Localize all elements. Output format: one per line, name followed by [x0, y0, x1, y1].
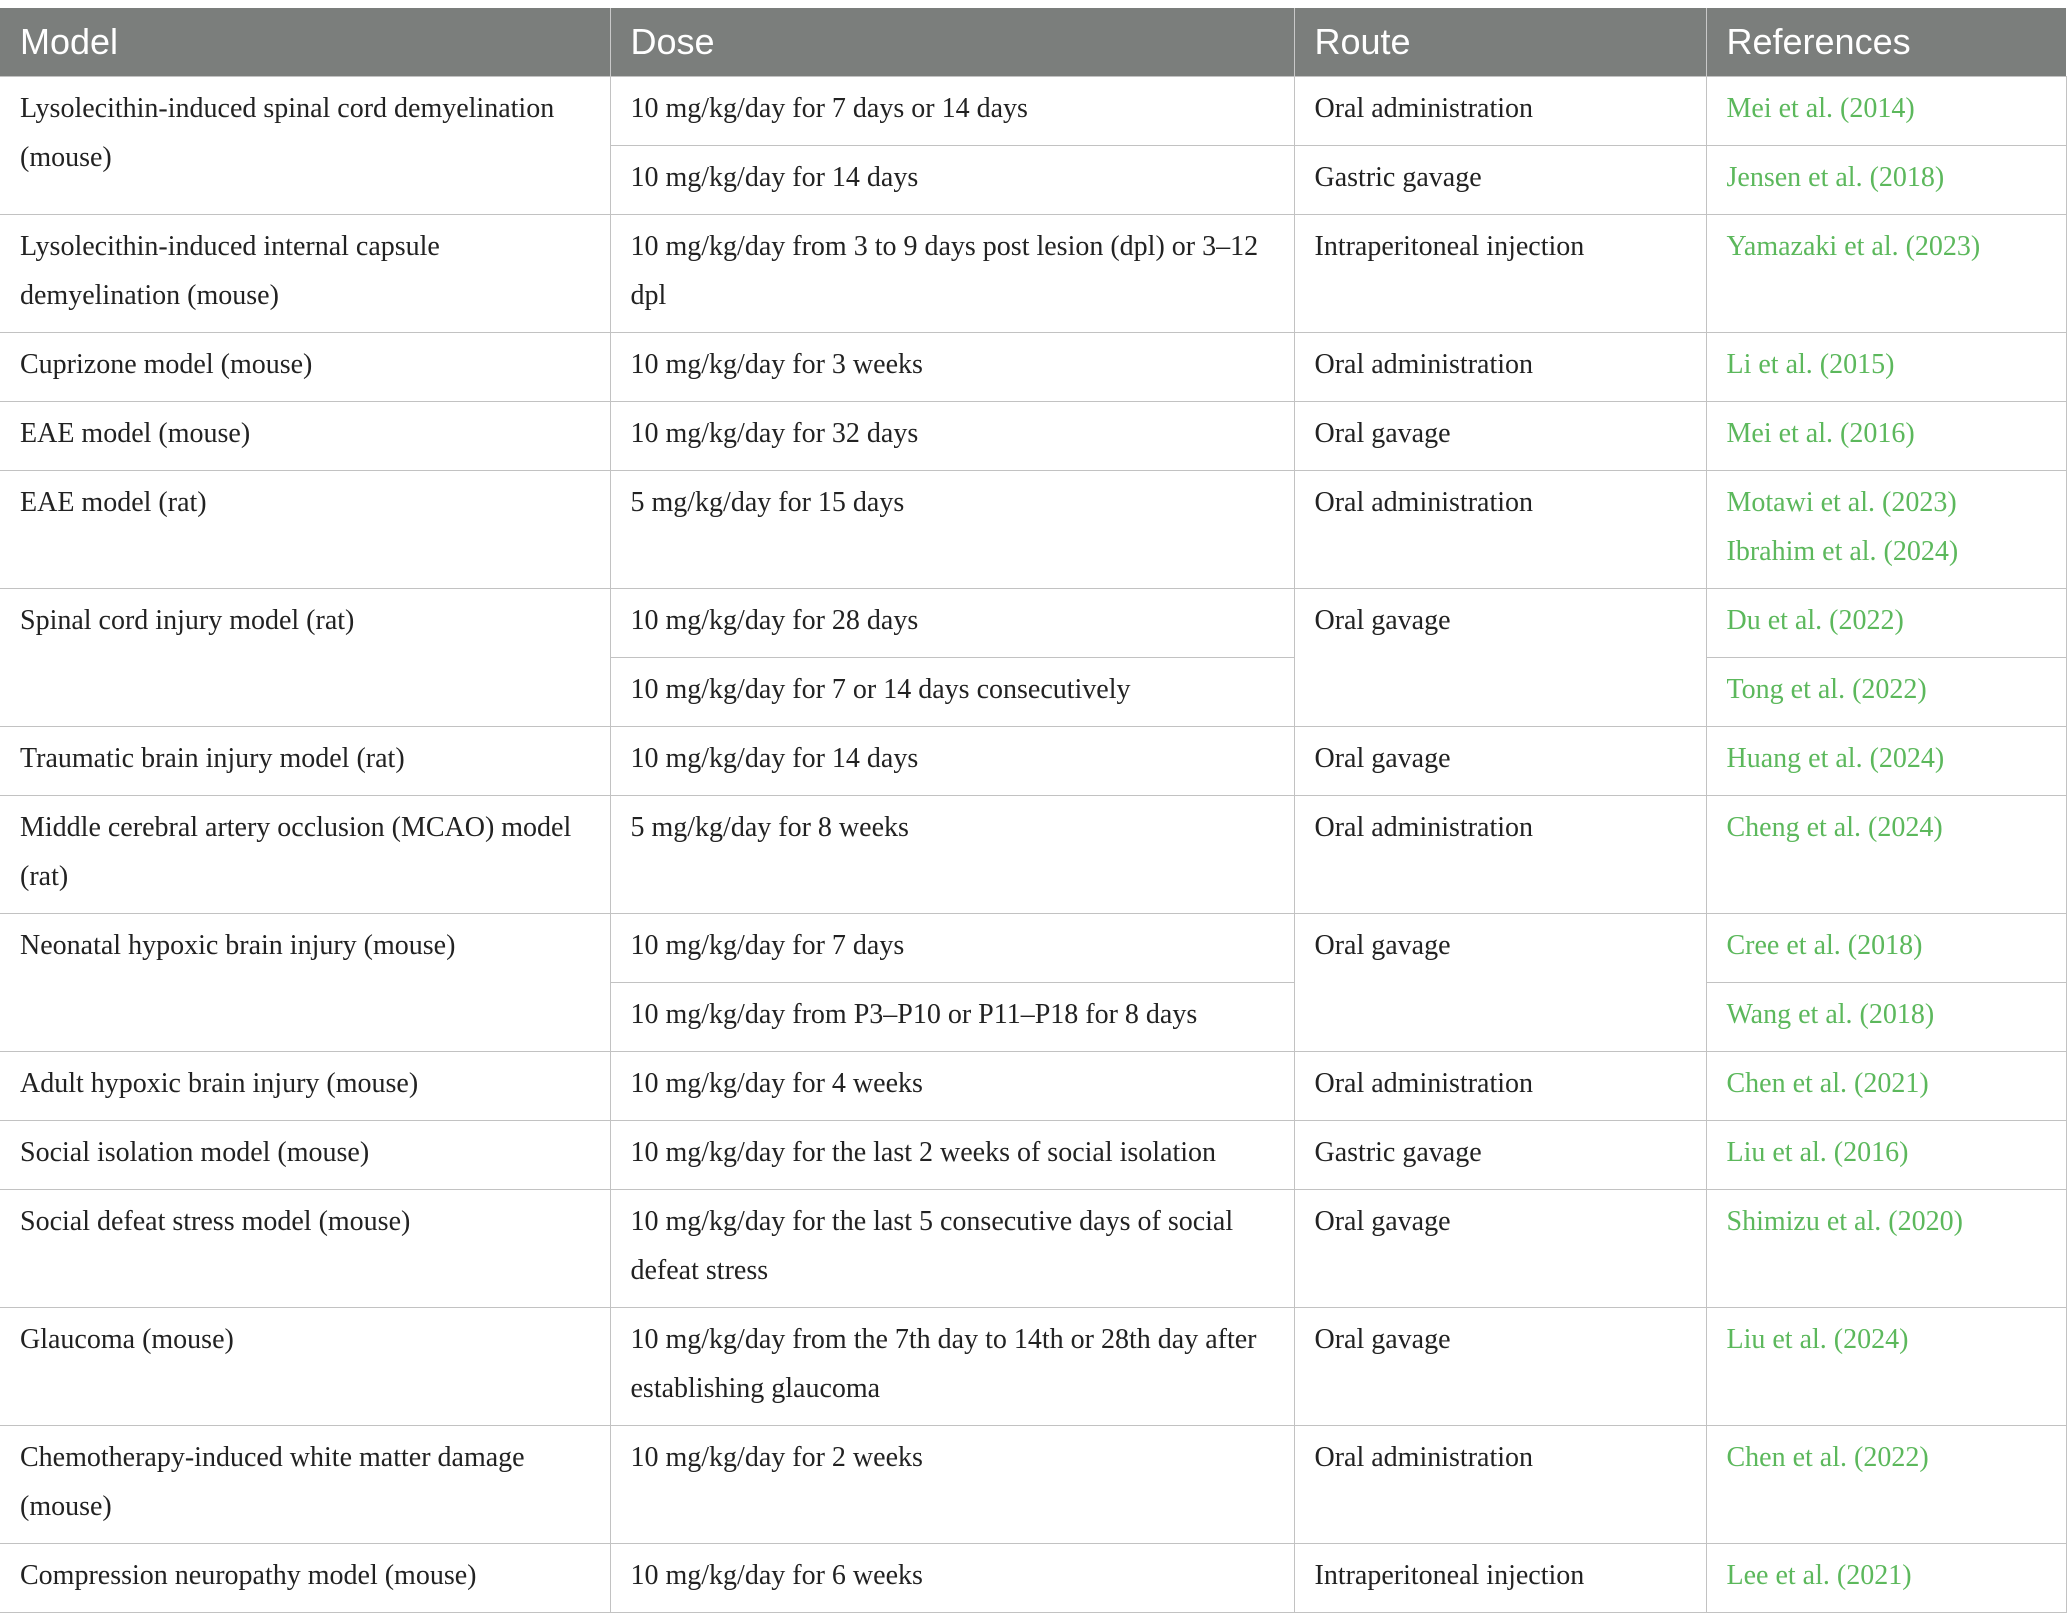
table-row: [0, 77, 2066, 146]
model-cell: Lysolecithin-induced spinal cord demyelination (mouse): [0, 77, 610, 215]
reference-link[interactable]: Chen et al. (2021): [1706, 1052, 2066, 1121]
dose-cell: 10 mg/kg/day for 28 days: [610, 589, 1294, 658]
model-cell: Social defeat stress model (mouse): [0, 1190, 610, 1308]
table-row: [0, 1544, 2066, 1613]
header-references: References: [1706, 8, 2066, 77]
dose-cell: 10 mg/kg/day from the 7th day to 14th or 28th day after establishing glaucoma: [610, 1308, 1294, 1426]
dose-cell: 10 mg/kg/day for 14 days: [610, 146, 1294, 215]
header-model: Model: [0, 8, 610, 77]
dose-cell: 5 mg/kg/day for 15 days: [610, 471, 1294, 589]
reference-link[interactable]: Mei et al. (2014): [1706, 77, 2066, 146]
dose-cell: 10 mg/kg/day for 7 days: [610, 914, 1294, 983]
reference-link[interactable]: Du et al. (2022): [1706, 589, 2066, 658]
dose-cell: 10 mg/kg/day for 3 weeks: [610, 333, 1294, 402]
reference-link[interactable]: Huang et al. (2024): [1706, 727, 2066, 796]
dose-cell: 10 mg/kg/day for the last 2 weeks of social isolation: [610, 1121, 1294, 1190]
model-cell: EAE model (rat): [0, 471, 610, 589]
route-cell: Gastric gavage: [1294, 146, 1706, 215]
route-cell: Oral administration: [1294, 77, 1706, 146]
table-row: [0, 727, 2066, 796]
dose-cell: 10 mg/kg/day from 3 to 9 days post lesion (dpl) or 3–12 dpl: [610, 215, 1294, 333]
model-cell: Adult hypoxic brain injury (mouse): [0, 1052, 610, 1121]
model-cell: EAE model (mouse): [0, 402, 610, 471]
route-cell: Oral gavage: [1294, 589, 1706, 727]
reference-link[interactable]: Liu et al. (2016): [1706, 1121, 2066, 1190]
route-cell: Intraperitoneal injection: [1294, 1544, 1706, 1613]
reference-cell: [1706, 471, 2066, 589]
table-row: [0, 1052, 2066, 1121]
route-cell: Gastric gavage: [1294, 1121, 1706, 1190]
table-row: [0, 1308, 2066, 1426]
route-cell: Oral administration: [1294, 1052, 1706, 1121]
reference-link[interactable]: Yamazaki et al. (2023): [1706, 215, 2066, 333]
model-cell: Lysolecithin-induced internal capsule demyelination (mouse): [0, 215, 610, 333]
route-cell: Oral administration: [1294, 796, 1706, 914]
reference-link[interactable]: Cheng et al. (2024): [1706, 796, 2066, 914]
reference-link[interactable]: Cree et al. (2018): [1706, 914, 2066, 983]
dose-cell: 10 mg/kg/day for 7 or 14 days consecutively: [610, 658, 1294, 727]
table-row: [0, 333, 2066, 402]
dose-cell: 10 mg/kg/day for 32 days: [610, 402, 1294, 471]
table-row: [0, 589, 2066, 658]
route-cell: Oral administration: [1294, 333, 1706, 402]
model-cell: Chemotherapy-induced white matter damage (mouse): [0, 1426, 610, 1544]
table-row: [0, 796, 2066, 914]
route-cell: Oral administration: [1294, 471, 1706, 589]
reference-link[interactable]: Tong et al. (2022): [1706, 658, 2066, 727]
table-row: [0, 1190, 2066, 1308]
reference-link[interactable]: Wang et al. (2018): [1706, 983, 2066, 1052]
dose-cell: 10 mg/kg/day for 7 days or 14 days: [610, 77, 1294, 146]
table-row: [0, 215, 2066, 333]
reference-link[interactable]: Li et al. (2015): [1706, 333, 2066, 402]
reference-link[interactable]: Liu et al. (2024): [1706, 1308, 2066, 1426]
table-row: [0, 914, 2066, 983]
model-cell: Traumatic brain injury model (rat): [0, 727, 610, 796]
model-cell: Social isolation model (mouse): [0, 1121, 610, 1190]
header-row: [0, 8, 2066, 77]
reference-link[interactable]: Lee et al. (2021): [1706, 1544, 2066, 1613]
model-cell: Cuprizone model (mouse): [0, 333, 610, 402]
route-cell: Oral gavage: [1294, 402, 1706, 471]
model-cell: Glaucoma (mouse): [0, 1308, 610, 1426]
model-cell: Middle cerebral artery occlusion (MCAO) model (rat): [0, 796, 610, 914]
dose-cell: 10 mg/kg/day for 2 weeks: [610, 1426, 1294, 1544]
dose-cell: 10 mg/kg/day from P3–P10 or P11–P18 for 8 days: [610, 983, 1294, 1052]
reference-link[interactable]: Jensen et al. (2018): [1706, 146, 2066, 215]
header-dose: Dose: [610, 8, 1294, 77]
reference-link[interactable]: Chen et al. (2022): [1706, 1426, 2066, 1544]
model-cell: Neonatal hypoxic brain injury (mouse): [0, 914, 610, 1052]
dose-cell: 10 mg/kg/day for 14 days: [610, 727, 1294, 796]
table-row: [0, 1426, 2066, 1544]
table-row: [0, 402, 2066, 471]
model-cell: Spinal cord injury model (rat): [0, 589, 610, 727]
dose-cell: 10 mg/kg/day for 4 weeks: [610, 1052, 1294, 1121]
reference-link[interactable]: Motawi et al. (2023): [1726, 487, 1957, 518]
route-cell: Oral administration: [1294, 1426, 1706, 1544]
dose-cell: 5 mg/kg/day for 8 weeks: [610, 796, 1294, 914]
route-cell: Oral gavage: [1294, 1308, 1706, 1426]
reference-link[interactable]: Mei et al. (2016): [1706, 402, 2066, 471]
table-row: [0, 471, 2066, 589]
dose-cell: 10 mg/kg/day for 6 weeks: [610, 1544, 1294, 1613]
reference-link[interactable]: Ibrahim et al. (2024): [1726, 536, 1959, 567]
reference-link[interactable]: Shimizu et al. (2020): [1706, 1190, 2066, 1308]
dosing-table: [0, 8, 2067, 1613]
model-cell: Compression neuropathy model (mouse): [0, 1544, 610, 1613]
route-cell: Oral gavage: [1294, 914, 1706, 1052]
route-cell: Intraperitoneal injection: [1294, 215, 1706, 333]
dose-cell: 10 mg/kg/day for the last 5 consecutive days of social defeat stress: [610, 1190, 1294, 1308]
route-cell: Oral gavage: [1294, 1190, 1706, 1308]
route-cell: Oral gavage: [1294, 727, 1706, 796]
table-row: [0, 1121, 2066, 1190]
header-route: Route: [1294, 8, 1706, 77]
